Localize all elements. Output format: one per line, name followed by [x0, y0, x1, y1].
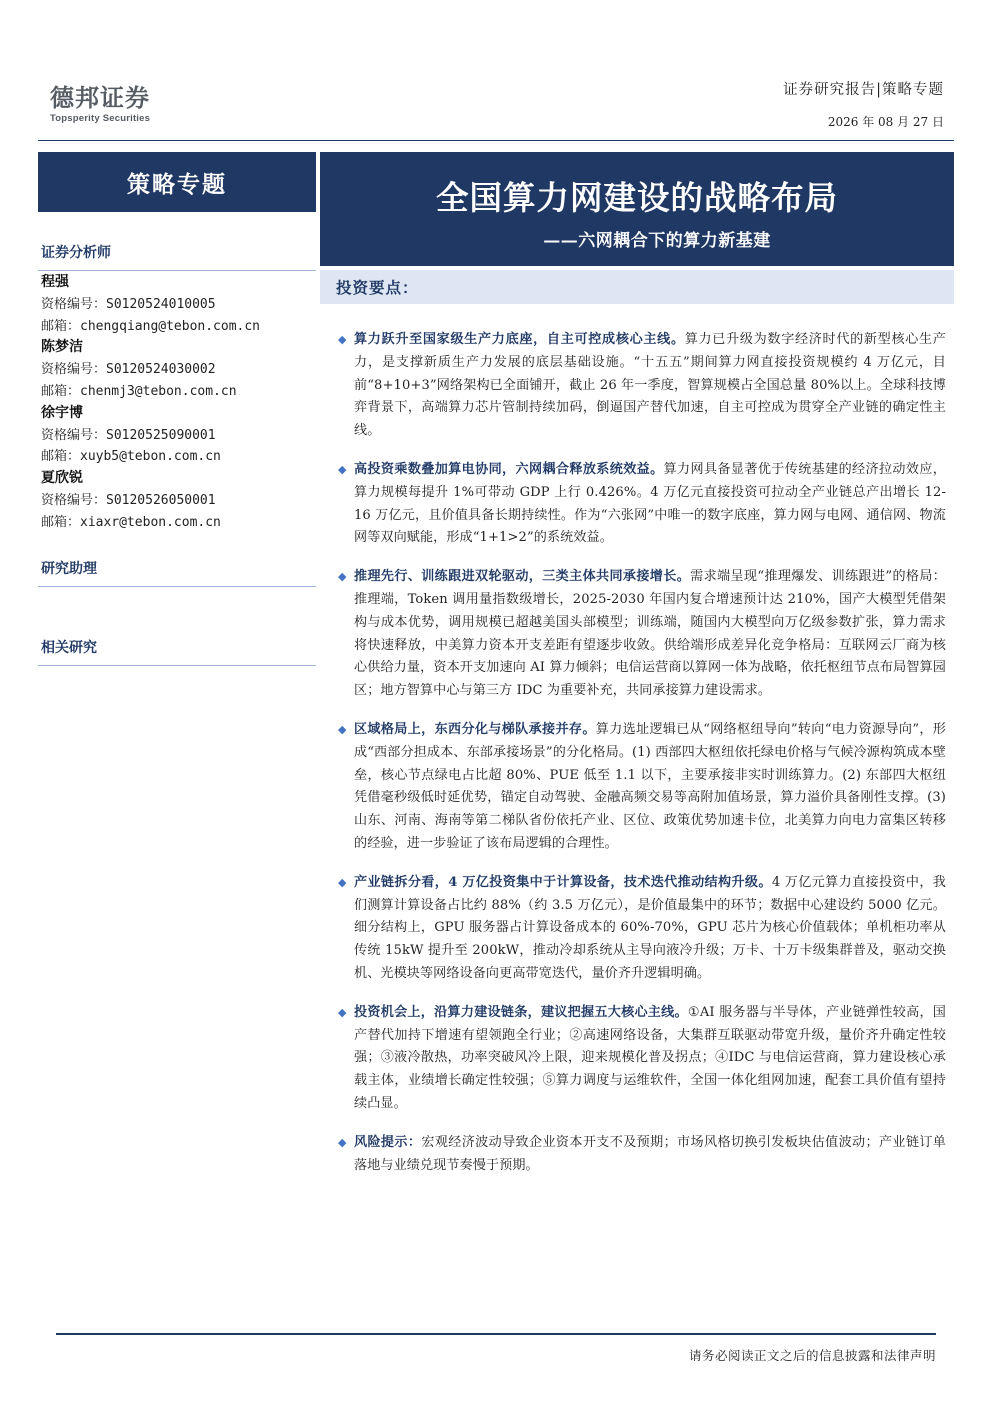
- key-point-lead: 高投资乘数叠加算电协同，六网耦合释放系统效益。: [354, 461, 664, 477]
- key-point-body: 算力选址逻辑已从“网络枢纽导向”转向“电力资源导向”，形成“西部分担成本、东部承接场景”的分化格局。(1) 西部四大枢纽依托绿电价格与气候冷源构筑成本壁垒，核心节点绿电占比超 80%、PUE 低至 1.1 以下，主要承接非实时训练算力。(2) 东部四大枢纽凭借毫秒级低时延优势，锚定自动驾驶、金融高频交易等高附加值场景，算力溢价具备刚性支撑。(3) 山东、河南、海南等第二梯队省份依托产业、区位、政策优势加速卡位，北美算力向电力富集区转移的经验，进一步验证了该布局逻辑的合理性。: [354, 721, 946, 851]
- risk-warning: [338, 1132, 946, 1178]
- related-research-heading: 相关研究: [38, 637, 316, 666]
- header-divider: [38, 140, 954, 141]
- key-point: [338, 1002, 946, 1116]
- risk-warning-lead: 风险提示：: [354, 1134, 422, 1150]
- key-point: [338, 872, 946, 986]
- report-subtitle: ——六网耦合下的算力新基建: [543, 231, 771, 251]
- report-meta: [783, 78, 944, 130]
- analyst-email[interactable]: 邮箱：xuyb5@tebon.com.cn: [41, 449, 221, 465]
- bullet-icon: ◆: [338, 333, 347, 346]
- key-point-lead: 投资机会上，沿算力建设链条，建议把握五大核心主线。: [354, 1004, 688, 1020]
- analyst-cert: 资格编号：S0120526050001: [41, 492, 216, 508]
- analyst-entry: [41, 337, 316, 402]
- key-point-lead: 推理先行、训练跟进双轮驱动，三类主体共同承接增长。: [354, 569, 691, 585]
- logo-english-text: Topsperity Securities: [50, 113, 151, 124]
- analyst-name: 陈梦洁: [41, 339, 83, 356]
- key-point-body: 需求端呈现“推理爆发、训练跟进”的格局：推理端，Token 调用量指数级增长，2025-2030 年国内复合增速预计达 210%，国产大模型凭借架构与成本优势，调用规模已超越美国头部模型；训练端，随国内大模型向万亿级参数扩张，算力需求将快速释放，中美算力资本开支差距有望逐步收敛。供给端形成差异化竞争格局：互联网云厂商为核心供给力量，资本开支加速向 AI 算力倾斜；电信运营商以算网一体为战略，依托枢纽节点布局智算园区；地方智算中心与第三方 IDC 为重要补充，共同承接算力建设需求。: [354, 569, 946, 699]
- bullet-icon: ◆: [338, 462, 347, 476]
- analyst-entry: [41, 403, 316, 468]
- title-banner: [320, 152, 954, 266]
- key-point-lead: 区域格局上，东西分化与梯队承接并存。: [354, 721, 596, 737]
- report-type: 证券研究报告|策略专题: [783, 82, 944, 98]
- assistant-heading: 研究助理: [38, 558, 316, 587]
- footer-disclaimer: 请务必阅读正文之后的信息披露和法律声明: [688, 1348, 936, 1363]
- logo-chinese-text: 德邦证券: [50, 84, 150, 112]
- analyst-name: 夏欣锐: [41, 470, 83, 487]
- bullet-icon: ◆: [338, 875, 347, 889]
- analysts-heading: 证券分析师: [38, 242, 316, 271]
- analyst-email[interactable]: 邮箱：chengqiang@tebon.com.cn: [41, 318, 261, 334]
- key-point-body: 算力已升级为数字经济时代的新型核心生产力，是支撑新质生产力发展的底层基础设施。“十五五”期间算力网直接投资规模约 4 万亿元，目前“8+10+3”网络架构已全面铺开，截止 26 年一季度，智算规模占全国总量 80%以上。全球科技博弈背景下，高端算力芯片管制持续加码，倒逼国产替代加速，自主可控成为贯穿全产业链的确定性主线。: [354, 332, 946, 439]
- analyst-name: 程强: [41, 274, 69, 290]
- report-title: 全国算力网建设的战略布局: [435, 178, 838, 217]
- footer-divider: [56, 1333, 936, 1335]
- analyst-email[interactable]: 邮箱：xiaxr@tebon.com.cn: [41, 514, 221, 530]
- bullet-icon: ◆: [338, 570, 347, 584]
- key-points-heading: 投资要点：: [336, 278, 419, 297]
- analyst-entry: [41, 468, 316, 533]
- key-points-header: [320, 270, 954, 304]
- analyst-cert: 资格编号：S0120525090001: [41, 427, 216, 443]
- analyst-list: [41, 272, 316, 534]
- bullet-icon: ◆: [338, 722, 347, 736]
- key-point: [338, 459, 946, 550]
- bullet-icon: ◆: [338, 1135, 347, 1149]
- key-point: [338, 719, 946, 856]
- key-point-body: 算力网具备显著优于传统基建的经济拉动效应，算力规模每提升 1%可带动 GDP 上行 0.426%。4 万亿元直接投资可拉动全产业链总产出增长 12-16 万亿元，且价值具备长期持续性。作为“六张网”中唯一的数字底座，算力网与电网、通信网、物流网等双向赋能，形成“1+1>2”的系统效益。: [354, 461, 946, 546]
- analyst-email[interactable]: 邮箱：chenmj3@tebon.com.cn: [41, 383, 237, 399]
- analyst-name: 徐宇博: [41, 404, 83, 421]
- key-points-list: [338, 329, 946, 1177]
- company-logo: [50, 84, 150, 124]
- sidebar-title-box: [38, 152, 316, 212]
- report-date: 2026 年 08 月 27 日: [827, 115, 944, 129]
- bullet-icon: ◆: [338, 1005, 347, 1019]
- key-point-lead: 算力跃升至国家级生产力底座，自主可控成核心主线。: [354, 332, 685, 347]
- analyst-cert: 资格编号：S0120524030002: [41, 362, 216, 378]
- sidebar-title: 策略专题: [127, 170, 227, 198]
- risk-warning-body: 宏观经济波动导致企业资本开支不及预期；市场风格切换引发板块估值波动；产业链订单落地与业绩兑现节奏慢于预期。: [354, 1134, 947, 1173]
- key-point-body: ①AI 服务器与半导体，产业链弹性较高，国产替代加持下增速有望领跑全行业；②高速网络设备，大集群互联驱动带宽升级，量价齐升确定性较强；③液冷散热，功率突破风冷上限，迎来规模化普及拐点；④IDC 与电信运营商，算力建设核心承载主体，业绩增长确定性较强；⑤算力调度与运维软件，全国一体化组网加速，配套工具价值有望持续凸显。: [354, 1004, 946, 1111]
- key-point: [338, 329, 946, 443]
- key-point-body: 4 万亿元算力直接投资中，我们测算计算设备占比约 88%（约 3.5 万亿元），是价值最集中的环节；数据中心建设约 5000 亿元。细分结构上，GPU 服务器占计算设备成本的 60%-70%，GPU 芯片为核心价值载体；单机柜功率从传统 15kW 提升至 200kW，推动冷却系统从主导向液冷升级；万卡、十万卡级集群普及，驱动交换机、光模块等网络设备向更高带宽迭代，量价齐升逻辑明确。: [354, 874, 946, 981]
- key-point: [338, 566, 946, 703]
- key-point-lead: 产业链拆分看，4 万亿投资集中于计算设备，技术迭代推动结构升级。: [354, 874, 772, 890]
- analyst-cert: 资格编号：S0120524010005: [41, 296, 216, 312]
- analyst-entry: [41, 272, 316, 337]
